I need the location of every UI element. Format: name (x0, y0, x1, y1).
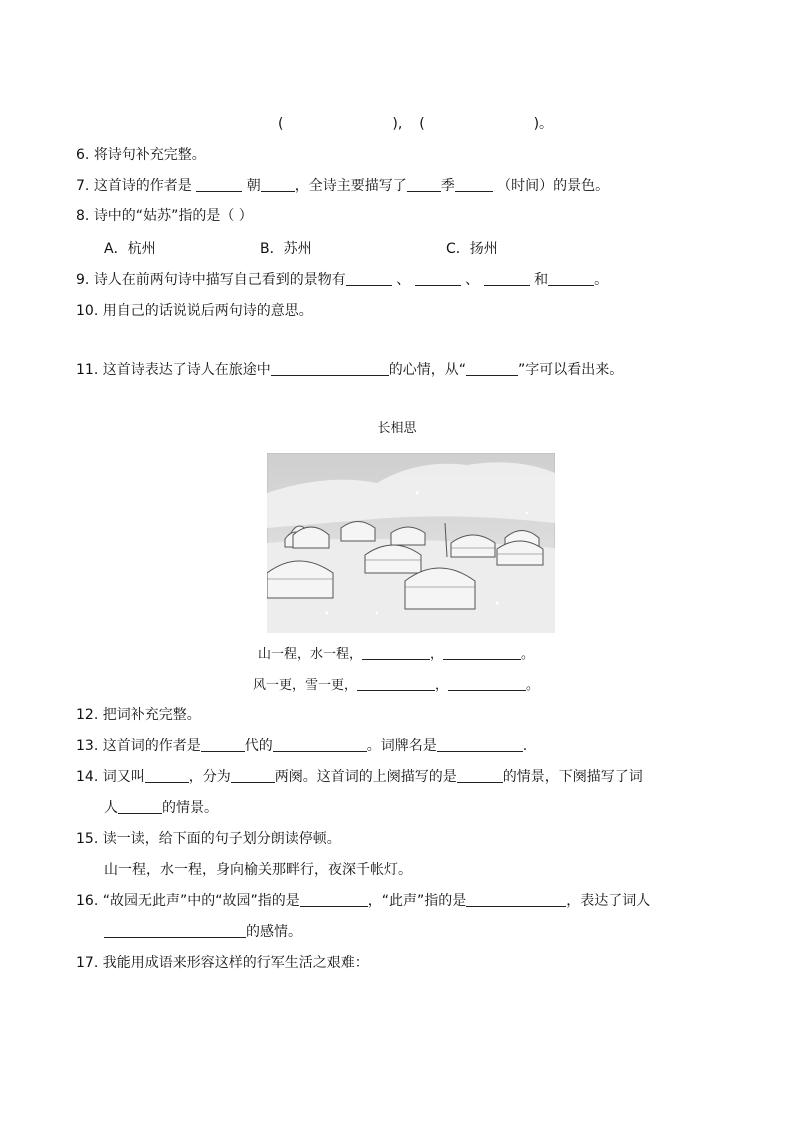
answer-blank[interactable] (457, 768, 503, 783)
paren-open-1: ( (278, 116, 284, 132)
punctuation: 。 (526, 678, 540, 693)
question-8 (76, 206, 253, 226)
question-text: 的情景，下阕描写了词 (502, 769, 643, 785)
answer-blank[interactable] (104, 923, 246, 938)
poem-line-1 (258, 645, 534, 665)
question-number: 6. (76, 147, 90, 163)
separator: 、 (396, 272, 411, 288)
question-12 (76, 705, 201, 725)
conjunction: 和 (534, 272, 549, 288)
poem-text: 风一更，雪一更， (253, 678, 358, 693)
answer-blank[interactable] (145, 768, 189, 783)
question-text: 词又叫 (102, 769, 145, 785)
question-number: 15. (76, 831, 99, 847)
answer-blank[interactable] (346, 271, 392, 286)
question-number: 10. (76, 303, 99, 319)
answer-blank[interactable] (201, 737, 245, 752)
question-16-continued (104, 922, 302, 942)
question-text: 。词牌名是 (366, 738, 437, 754)
question-number: 16. (76, 893, 99, 909)
answer-blank[interactable] (437, 737, 523, 752)
question-text: ，表达了词人 (566, 893, 651, 909)
question-text: 将诗句补充完整。 (93, 147, 206, 163)
question-text: ，全诗主要描写了 (294, 178, 407, 194)
question-text: 这首诗表达了诗人在旅途中 (102, 362, 271, 378)
question-text: （时间）的景色。 (497, 178, 610, 194)
answer-blank[interactable] (362, 645, 430, 660)
question-number: 12. (76, 707, 99, 723)
question-text: 诗中的“姑苏”指的是（ ） (93, 208, 253, 224)
question-text: ”字可以看出来。 (517, 362, 624, 378)
question-text: ，“此声”指的是 (367, 893, 467, 909)
yurt-illustration (267, 453, 555, 633)
separator: 、 (465, 272, 480, 288)
question-6 (76, 145, 206, 165)
question-10 (76, 301, 313, 321)
question-text: 两阕。这首词的上阕描写的是 (274, 769, 457, 785)
option-a[interactable] (104, 239, 156, 259)
answer-blank[interactable] (231, 768, 275, 783)
answer-blank[interactable] (357, 676, 435, 691)
question-number: 7. (76, 178, 90, 194)
answer-blank[interactable] (448, 676, 526, 691)
question-number: 8. (76, 208, 90, 224)
question-15-sentence: 山一程，水一程，身向榆关那畔行，夜深千帐灯。 (104, 862, 412, 878)
question-14 (76, 767, 643, 787)
question-14-continued (104, 798, 218, 818)
poem-title: 长相思 (377, 421, 417, 436)
paren-close-1: ), (392, 116, 403, 132)
question-text: 读一读，给下面的句子划分朗读停顿。 (102, 831, 341, 847)
question-text: 季 (440, 178, 455, 194)
punctuation: 。 (521, 647, 535, 662)
question-text: 这首词的作者是 (102, 738, 201, 754)
question-text: 诗人在前两句诗中描写自己看到的景物有 (93, 272, 346, 288)
yurt-camp-image (267, 453, 555, 633)
poem-line-2 (253, 676, 539, 696)
question-text: 把词补充完整。 (102, 707, 201, 723)
question-text: “故园无此声”中的“故园”指的是 (102, 893, 300, 909)
question-text: 的情景。 (162, 800, 218, 816)
question-number: 11. (76, 362, 99, 378)
answer-blank[interactable] (484, 271, 530, 286)
option-label: C．扬州 (446, 241, 498, 257)
question-text: 这首诗的作者是 (93, 178, 192, 194)
punctuation: ， (430, 647, 444, 662)
answer-blank[interactable] (466, 892, 566, 907)
question-17 (76, 953, 369, 973)
punctuation: . (522, 738, 528, 754)
paren-close-2: )。 (533, 116, 554, 132)
option-b[interactable] (260, 239, 312, 259)
paren-open-2: ( (419, 116, 425, 132)
top-paren-line (278, 114, 553, 134)
answer-blank[interactable] (443, 645, 521, 660)
question-9 (76, 270, 608, 290)
answer-blank[interactable] (273, 737, 367, 752)
question-7 (76, 176, 609, 196)
question-text: 的感情。 (246, 924, 302, 940)
question-number: 17. (76, 955, 99, 971)
question-text: ，分为 (188, 769, 231, 785)
option-c[interactable] (446, 239, 498, 259)
poem-text: 山一程，水一程， (258, 647, 363, 662)
answer-blank[interactable] (455, 177, 493, 192)
option-label: A．杭州 (104, 241, 156, 257)
answer-blank[interactable] (271, 361, 389, 376)
question-text: 用自己的话说说后两句诗的意思。 (102, 303, 313, 319)
question-number: 13. (76, 738, 99, 754)
question-number: 9. (76, 272, 90, 288)
question-text: 代的 (244, 738, 273, 754)
period: 。 (594, 272, 609, 288)
question-text: 我能用成语来形容这样的行军生活之艰难： (102, 955, 369, 971)
answer-blank[interactable] (196, 177, 242, 192)
option-label: B．苏州 (260, 241, 312, 257)
question-11 (76, 360, 623, 380)
punctuation: ， (435, 678, 449, 693)
question-13 (76, 736, 527, 756)
question-16 (76, 891, 650, 911)
answer-blank[interactable] (407, 177, 441, 192)
answer-blank[interactable] (466, 361, 518, 376)
answer-blank[interactable] (548, 271, 594, 286)
answer-blank[interactable] (300, 892, 368, 907)
answer-blank[interactable] (415, 271, 461, 286)
question-text: 的心情，从“ (388, 362, 466, 378)
question-15 (76, 829, 341, 849)
question-text: 人 (104, 800, 118, 816)
question-number: 14. (76, 769, 99, 785)
question-text: 朝 (246, 178, 261, 194)
answer-blank[interactable] (118, 799, 162, 814)
answer-blank[interactable] (261, 177, 295, 192)
